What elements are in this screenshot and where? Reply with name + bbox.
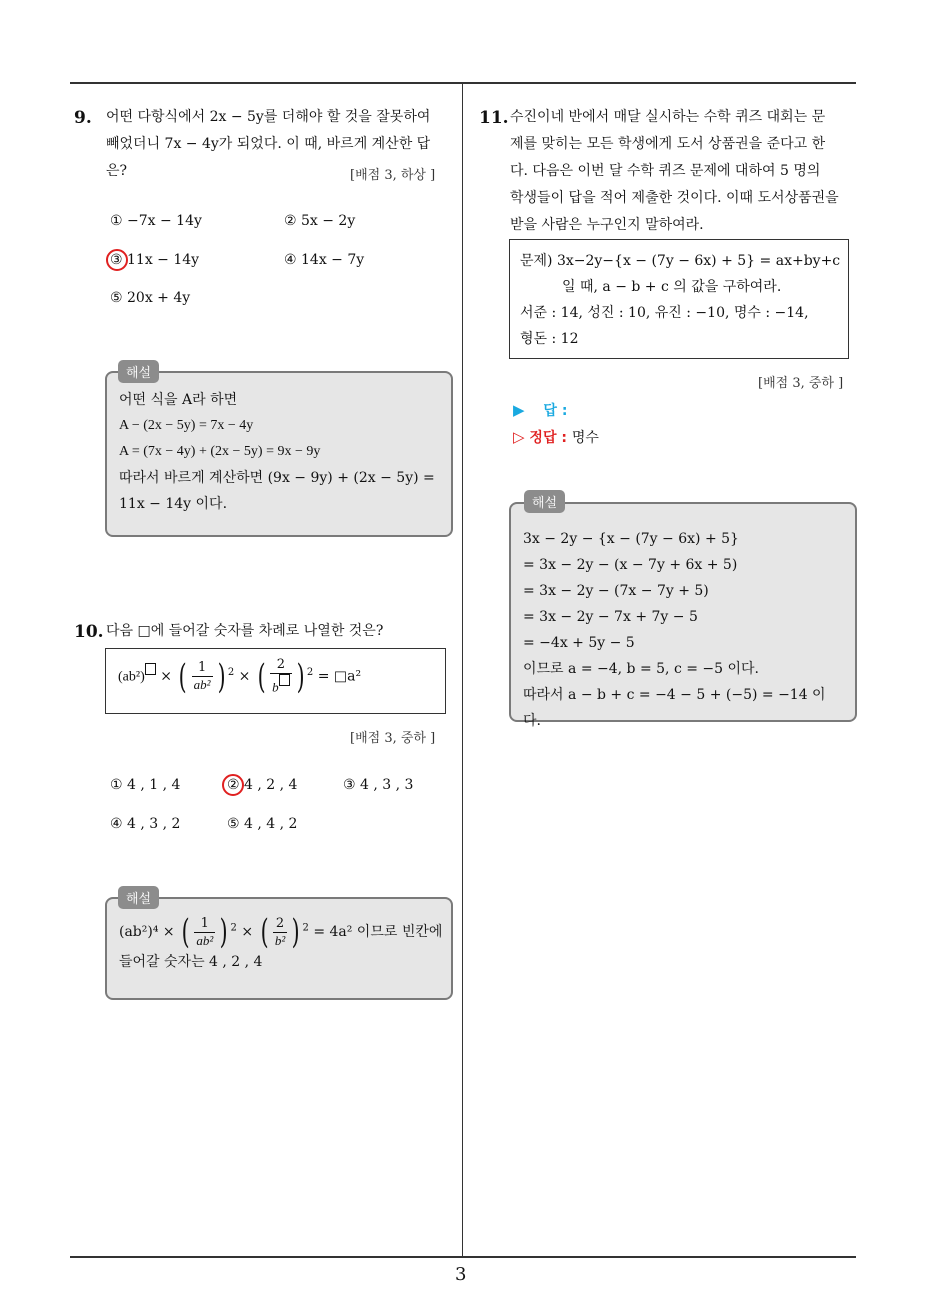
q9-solution-line-4: 따라서 바르게 계산하면 (9x − 9y) + (2x − 5y) = [119,470,435,486]
q11-solution-box [509,502,857,729]
q11-solution-tag: 해설 [524,490,565,513]
question-11-line-5: 받을 사람은 누구인지 말하여라. [510,217,704,233]
q11-solution-line-2: = 3x − 2y − (x − 7y + 6x + 5) [523,557,738,573]
q11-solution-line-1: 3x − 2y − {x − (7y − 6x) + 5} [523,531,739,547]
bottom-rule [70,1256,856,1258]
q10-frac2-den: b [272,679,279,695]
q10-frac2-num: 2 [270,657,292,674]
question-9-number: 9. [74,108,92,128]
q10-solution-lead: (ab²)⁴ × [119,924,175,940]
q11-correct-value: 명수 [571,430,599,446]
q9-option-5[interactable]: ⑤ 20x + 4y [110,290,191,306]
q11-solution-line-7: 따라서 a − b + c = −4 − 5 + (−5) = −14 이다. [523,687,826,729]
question-11-line-3: 다. 다음은 이번 달 수학 퀴즈 문제에 대하여 5 명의 [510,163,821,179]
q10-exp-2: 2 [306,667,314,679]
q10-frac1-num: 1 [192,660,213,677]
q9-option-1[interactable]: ① −7x − 14y [110,213,202,229]
question-10-score: [배점 3, 중하 ] [350,731,436,746]
q9-solution-line-2: A − (2x − 5y) = 7x − 4y [119,418,254,433]
question-9-line-3: 은? [106,163,128,179]
q10-blank-2 [279,674,290,686]
play-icon: ▶ [513,401,525,419]
q10-expr-times-1: × [160,668,172,685]
question-11-number: 11. [479,108,509,128]
q10-solution-tag: 해설 [118,886,159,909]
column-divider [462,83,463,1257]
page-number: 3 [455,1264,467,1285]
top-rule [70,82,856,84]
question-11-score: [배점 3, 중하 ] [758,376,844,391]
q10-solution-tail: = 4a² 이므로 빈칸에 [313,924,443,940]
q9-solution-line-1: 어떤 식을 A라 하면 [119,392,238,408]
q10-solution-line-2: 들어갈 숫자는 4 , 2 , 4 [119,954,263,970]
q11-correct-label: 정답 : [529,430,567,446]
q10-expression-box: (ab²) × ( $\frac{1}{\text{ab²}}$ ) $^2$ × ( $\frac{2}{b}$ ) $^2$ = □a² [105,648,446,714]
q11-solution-line-4: = 3x − 2y − 7x + 7y − 5 [523,609,698,625]
q9-marked-answer-circle [106,249,128,271]
q10-solution-line-1: (ab²)⁴ × ( $\frac{1}{\text{ab²}}$ ) $^2$ × ( $\frac{2}{\text{b²}}$ ) $^2$ = 4a² 이므로 빈칸에 [119,912,443,952]
q11-problem-box [509,239,849,359]
question-9-line-2: 빼었더니 7x − 4y가 되었다. 이 때, 바르게 계산한 답 [106,136,431,152]
q11-solution-line-6: 이므로 a = −4, b = 5, c = −5 이다. [523,661,759,677]
q11-box-line-3: 서준 : 14, 성진 : 10, 유진 : −10, 명수 : −14, [520,305,809,321]
q11-answer-row [513,400,632,420]
question-11-line-1: 수진이네 반에서 매달 실시하는 수학 퀴즈 대회는 문 [510,109,826,125]
q9-option-4[interactable]: ④ 14x − 7y [284,252,365,268]
question-10-text: 다음 □에 들어갈 숫자를 차례로 나열한 것은? [106,623,384,639]
question-11-line-4: 학생들이 답을 적어 제출한 것이다. 이때 도서상품권을 [510,190,839,206]
q10-exp-1: 2 [227,667,235,679]
question-11-text [510,104,856,239]
q10-expr-lead: (ab²) [118,669,145,685]
q9-solution-box [105,371,453,537]
q10-option-1[interactable]: ① 4 , 1 , 4 [110,777,181,793]
question-10-number: 10. [74,622,104,642]
q11-correct-row [513,427,599,447]
q9-solution-tag: 해설 [118,360,159,383]
q11-answer-label: 답 : [543,403,568,419]
q10-blank-1 [145,663,156,675]
q10-option-3[interactable]: ③ 4 , 3 , 3 [343,777,414,793]
q9-option-3[interactable]: ③ 11x − 14y [110,252,200,268]
q11-solution-line-3: = 3x − 2y − (7x − 7y + 5) [523,583,709,599]
q10-expr-rhs: = □a² [317,668,362,685]
q11-box-line-2: 일 때, a − b + c 의 값을 구하여라. [562,279,782,295]
q10-option-5[interactable]: ⑤ 4 , 4 , 2 [227,816,298,832]
q11-solution-line-5: = −4x + 5y − 5 [523,635,635,651]
outline-play-icon: ▷ [513,428,525,446]
question-9-line-1: 어떤 다항식에서 2x − 5y를 더해야 할 것을 잘못하여 [106,109,431,125]
q9-option-2[interactable]: ② 5x − 2y [284,213,356,229]
q10-marked-answer-circle [222,774,244,796]
q10-frac1-den: ab² [193,677,211,693]
question-9-score: [배점 3, 하상 ] [350,168,436,183]
question-11-line-2: 제를 맞히는 모든 학생에게 도서 상품권을 준다고 한 [510,136,826,152]
q10-expr-times-2: × [238,668,251,685]
q11-box-line-1: 문제) 3x−2y−{x − (7y − 6x) + 5} = ax+by+c [520,253,841,269]
q9-solution-line-3: A = (7x − 4y) + (2x − 5y) = 9x − 9y [119,444,321,459]
q10-solution-box [105,897,453,1000]
q9-solution-line-5: 11x − 14y 이다. [119,496,228,512]
q10-option-4[interactable]: ④ 4 , 3 , 2 [110,816,181,832]
q11-box-line-4: 형돈 : 12 [520,331,579,347]
q10-option-2[interactable]: ② 4 , 2 , 4 [227,777,298,793]
